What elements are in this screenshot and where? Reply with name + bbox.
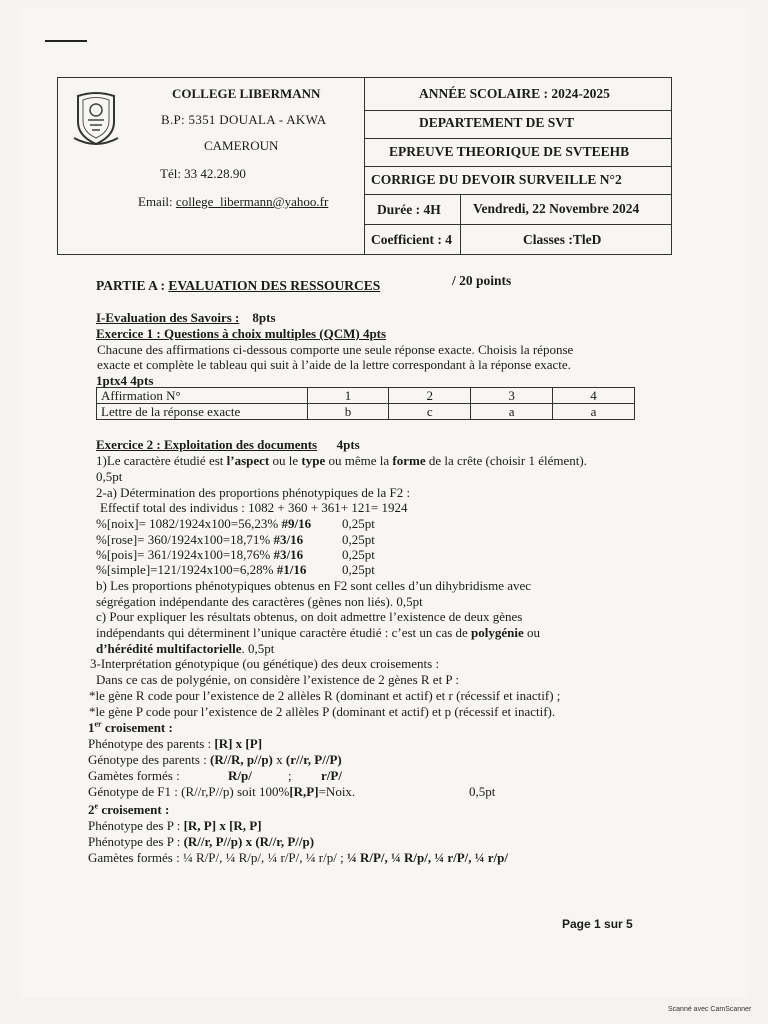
exercise-1-title: Exercice 1 : Questions à choix multiples (QCM) 4pts <box>96 326 387 341</box>
table-header-affirmation: Affirmation N° <box>97 388 308 404</box>
ex2-q3: 3-Interprétation génotypique (ou génétique) des deux croisements : <box>90 656 440 671</box>
gene-r-description: *le gène R code pour l’existence de 2 allèles R (dominant et actif) et r (récessif et inactif) ; <box>89 688 561 703</box>
ex2-q3-intro: Dans ce cas de polygénie, on considère l’existence de 2 gènes R et P : <box>96 672 460 687</box>
prop-simple-points: 0,25pt <box>342 562 375 577</box>
document-title: CORRIGE DU DEVOIR SURVEILLE N°2 <box>371 172 622 187</box>
ex2-c-line2: indépendants qui déterminent l’unique caractère étudié : c’est un cas de polygénie ou <box>96 625 541 640</box>
pen-mark <box>45 40 87 42</box>
ex2-q2a: 2-a) Détermination des proportions phénotypiques de la F2 : <box>96 485 411 500</box>
department: DEPARTEMENT DE SVT <box>419 115 575 130</box>
ex2-c-line3: d’hérédité multifactorielle. 0,5pt <box>96 641 275 656</box>
title-row <box>365 166 672 195</box>
exam-name: EPREUVE THEORIQUE DE SVTEEHB <box>389 144 630 159</box>
ex2-b-line1: b) Les proportions phénotypiques obtenus en F2 sont celles d’un dihybridisme avec <box>96 578 532 593</box>
cross-1-gamete-2: r/P/ <box>321 768 342 783</box>
ex2-effectif: Effectif total des individus : 1082 + 360 + 361+ 121= 1924 <box>100 500 408 515</box>
prop-simple: %[simple]=121/1924x100=6,28% #1/16 <box>96 562 307 577</box>
duration-row <box>365 194 672 225</box>
school-tel: Tél: 33 42.28.90 <box>160 166 246 181</box>
table-row <box>97 388 635 404</box>
cross-1-gametes-label: Gamètes formés : <box>88 768 180 783</box>
school-year: ANNÉE SCOLAIRE : 2024-2025 <box>419 86 610 101</box>
table-cell: 4 <box>553 388 635 404</box>
ex2-c-line1: c) Pour expliquer les résultats obtenus, on doit admettre l’existence de deux gènes <box>96 609 523 624</box>
ex2-q1: 1)Le caractère étudié est l’aspect ou le type ou même la forme de la crête (choisir 1 élément). <box>96 453 587 468</box>
email-link[interactable]: college_libermann@yahoo.fr <box>175 194 329 209</box>
gene-p-description: *le gène P code pour l’existence de 2 allèles P (dominant et actif) et p (récessif et inactif). <box>89 704 556 719</box>
part-a-heading: PARTIE A : EVALUATION DES RESSOURCES <box>96 278 381 293</box>
prop-rose: %[rose]= 360/1924x100=18,71% #3/16 <box>96 532 304 547</box>
cross-1-heading: 1er croisement : <box>88 719 173 735</box>
school-year-row <box>365 78 672 111</box>
cross-1-f1-points: 0,5pt <box>469 784 496 799</box>
prop-noix: %[noix]= 1082/1924x100=56,23% #9/16 <box>96 516 312 531</box>
prop-pois: %[pois]= 361/1924x100=18,76% #3/16 <box>96 547 304 562</box>
part-a-points: / 20 points <box>452 273 512 288</box>
part-a-title: EVALUATION DES RESSOURCES <box>168 278 381 293</box>
ex1-instruction-1: Chacune des affirmations ci-dessous comporte une seule réponse exacte. Choisis la réponse <box>97 342 574 357</box>
school-email-row <box>138 194 328 210</box>
table-cell: a <box>471 404 553 420</box>
school-name: COLLEGE LIBERMANN <box>172 86 321 101</box>
table-cell: 2 <box>389 388 471 404</box>
school-bp: B.P: 5351 DOUALA - AKWA <box>161 112 327 127</box>
ex1-score: 1ptx4 4pts <box>96 373 154 388</box>
exam-info <box>364 78 672 254</box>
cross-2-heading: 2e croisement : <box>88 801 170 817</box>
prop-pois-points: 0,25pt <box>342 547 375 562</box>
prop-noix-points: 0,25pt <box>342 516 375 531</box>
prop-rose-points: 0,25pt <box>342 532 375 547</box>
ex1-instruction-2: exacte et complète le tableau qui suit à l’aide de la lettre correspondant à la réponse exacte. <box>97 357 571 372</box>
cross-1-genotype: Génotype des parents : (R//R, p//p) x (r//r, P//P) <box>88 752 342 767</box>
exercise-2-title: Exercice 2 : Exploitation des documents 4pts <box>96 437 360 452</box>
cross-2-gametes: Gamètes formés : ¼ R/P/, ¼ R/p/, ¼ r/P/, ¼ r/p/ ; ¼ R/P/, ¼ R/p/, ¼ r/P/, ¼ r/p/ <box>88 850 508 865</box>
table-cell: c <box>389 404 471 420</box>
qcm-answer-table <box>96 387 635 420</box>
table-cell: 1 <box>307 388 389 404</box>
table-cell: a <box>553 404 635 420</box>
school-country: CAMEROUN <box>204 138 279 153</box>
cross-1-f1-genotype: Génotype de F1 : (R//r,P//p) soit 100%[R,P]=Noix. <box>88 784 356 799</box>
cross-1-phenotype: Phénotype des parents : [R] x [P] <box>88 736 263 751</box>
duration: Durée : 4H <box>377 202 441 217</box>
table-row <box>97 404 635 420</box>
cross-1-gamete-1: R/p/ <box>228 768 252 783</box>
table-cell: b <box>307 404 389 420</box>
school-logo-icon <box>72 90 120 146</box>
cross-2-genotype: Phénotype des P : (R//r, P//p) x (R//r, P//p) <box>88 834 315 849</box>
coefficient: Coefficient : 4 <box>371 232 452 247</box>
school-info <box>58 78 364 254</box>
ex2-q1-points: 0,5pt <box>96 469 123 484</box>
table-header-answer: Lettre de la réponse exacte <box>97 404 308 420</box>
exam-row <box>365 138 672 167</box>
header-table <box>57 77 672 255</box>
cross-2-phenotype: Phénotype des P : [R, P] x [R, P] <box>88 818 262 833</box>
table-cell: 3 <box>471 388 553 404</box>
cross-1-gamete-separator: ; <box>288 768 292 783</box>
ex2-b-line2: ségrégation indépendante des caractères (gènes non liés). 0,5pt <box>96 594 423 609</box>
scanner-watermark: Scanné avec CamScanner <box>668 1006 752 1013</box>
page-number: Page 1 sur 5 <box>562 917 633 931</box>
classes: Classes :TleD <box>523 232 602 247</box>
savoirs-heading: I-Evaluation des Savoirs : 8pts <box>96 310 276 325</box>
exam-date: Vendredi, 22 Novembre 2024 <box>473 201 640 216</box>
coefficient-row <box>365 224 672 254</box>
email-label: Email: <box>138 194 176 209</box>
department-row <box>365 110 672 139</box>
